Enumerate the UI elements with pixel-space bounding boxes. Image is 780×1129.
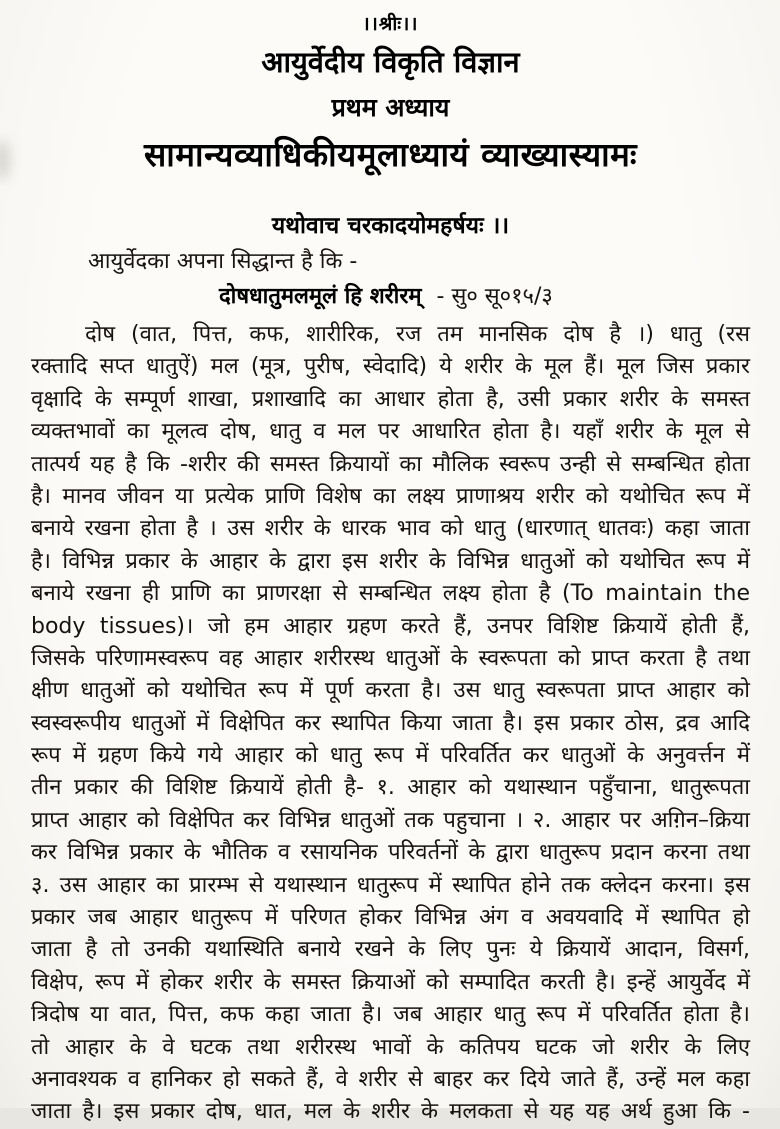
book-title: आयुर्वेदीय विकृति विज्ञान bbox=[261, 45, 520, 79]
body-paragraph bbox=[31, 319, 750, 1129]
body-line: स्वस्वरूपीय धातुओं में विक्षेपित कर स्थापित किया जाता है। इस प्रकार ठोस, द्रव आदि bbox=[31, 710, 750, 736]
body-line: तीन प्रकार की विशिष्ट क्रियायें होती है- १. आहार को यथास्थान पहुँचाना, धातुरूपता bbox=[31, 775, 750, 801]
body-line: त्रिदोष या वात, पित्त, कफ कहा जाता है। जब आहार धातु रूप में परिवर्तित होता है। bbox=[31, 1002, 750, 1028]
body-line: जाता है। इस प्रकार दोष, धात, मल के शरीर के मलकता से यह यह अर्थ हुआ कि - bbox=[31, 1099, 750, 1125]
body-line: दोष (वात, पित्त, कफ, शारीरिक, रज तम मानसिक दोष है ।) धातु (रस bbox=[85, 322, 750, 347]
body-line: तात्पर्य यह है कि -शरीर की समस्त क्रियायों का मौलिक स्वरूप उन्ही से सम्बन्धित होता bbox=[31, 451, 750, 477]
body-line: रक्तादि सप्त धातुऐं) मल (मूत्र, पुरीष, स्वेदादि) ये शरीर के मूल हैं। मूल जिस प्रकार bbox=[31, 354, 750, 380]
body-line: जाता है तो उनकी यथास्थिति बनाये रखने के लिए पुनः ये क्रियायें आदान, विसर्ग, bbox=[31, 937, 750, 963]
body-line: क्षीण धातुओं को यथोचित रूप में पूर्ण करता है। उस धातु स्वरूपता प्राप्त आहार को bbox=[31, 678, 750, 704]
opening-quote: यथोवाच चरकादयोमहर्षयः ।। bbox=[271, 213, 510, 239]
body-line: है। मानव जीवन या प्रत्येक प्राणि विशेष का लक्ष्य प्राणाश्रय शरीर को यथोचित रूप में bbox=[31, 483, 750, 509]
shloka-line bbox=[31, 280, 750, 310]
body-line: body tissues)। जो हम आहार ग्रहण करते हैं, उनपर विशिष्ट क्रियायें होती हैं, bbox=[31, 613, 750, 639]
body-line: विक्षेप, रूप में होकर शरीर के समस्त क्रियाओं को सम्पादित करती है। इन्हें आयुर्वेद में bbox=[31, 969, 750, 995]
body-line: व्यक्तभावों का मूलत्व दोष, धातु व मल पर आधारित होता है। यहाँ शरीर के मूल से bbox=[31, 419, 750, 445]
scan-smudge bbox=[0, 140, 10, 180]
body-line: है। विभिन्न प्रकार के आहार के द्वारा इस शरीर के विभिन्न धातुओं को यथोचित रूप में bbox=[31, 548, 750, 574]
shloka-text: दोषधातुमलमूलं हि शरीरम् bbox=[219, 284, 422, 309]
chapter-title: प्रथम अध्याय bbox=[331, 93, 450, 122]
body-line: प्राप्त आहार को विक्षेपित कर विभिन्न धातुओं तक पहुचाना । २. आहार पर अग़िन–क्रिया bbox=[31, 807, 750, 833]
body-line: अनावश्यक व हानिकर हो सकते हैं, वे शरीर से बाहर कर दिये जाते हैं, उन्हें मल कहा bbox=[31, 1066, 750, 1092]
body-line: जिसके परिणामस्वरूप वह आहार शरीरस्थ धातुओं के स्वरूपता को प्राप्त करता है तथा bbox=[31, 645, 750, 671]
body-line: बनाये रखना ही प्राणि का प्राणरक्षा से सम्बन्धित लक्ष्य होता है (To maintain the bbox=[31, 581, 750, 607]
body-line: रूप में ग्रहण किये गये आहार को धातु रूप में परिवर्तित कर धातुओं के अनुवर्त्तन में bbox=[31, 743, 750, 769]
invocation-shri: ।।श्रीः।। bbox=[362, 13, 419, 35]
body-line: कर विभिन्न प्रकार के भौतिक व रसायनिक परिवर्तनों के द्वारा धातुरूप प्रदान करना तथा bbox=[31, 840, 750, 866]
intro-line: आयुर्वेदका अपना सिद्धान्त है कि - bbox=[88, 249, 358, 274]
body-line: बनाये रखना होता है । उस शरीर के धारक भाव को धातु (धारणात् धातवः) कहा जाता bbox=[31, 516, 750, 542]
body-line: ३. उस आहार का प्रारम्भ से यथास्थान धातुरूप में स्थापित होने तक क्लेदन करना। इस bbox=[31, 872, 750, 898]
chapter-heading: सामान्यव्याधिकीयमूलाध्यायं व्याख्यास्यामः bbox=[143, 135, 638, 174]
shloka-reference: - सु० सू०१५/३ bbox=[436, 284, 553, 309]
body-line: तो आहार के वे घटक तथा शरीरस्थ भावों के कतिपय घटक जो शरीर के लिए bbox=[31, 1034, 750, 1060]
body-line: वृक्षादि के सम्पूर्ण शाखा, प्रशाखादि का आधार होता है, उसी प्रकार शरीर के समस्त bbox=[31, 386, 750, 412]
body-line: प्रकार जब आहार धातुरूप में परिणत होकर विभिन्न अंग व अवयवादि में स्थापित हो bbox=[31, 905, 750, 931]
